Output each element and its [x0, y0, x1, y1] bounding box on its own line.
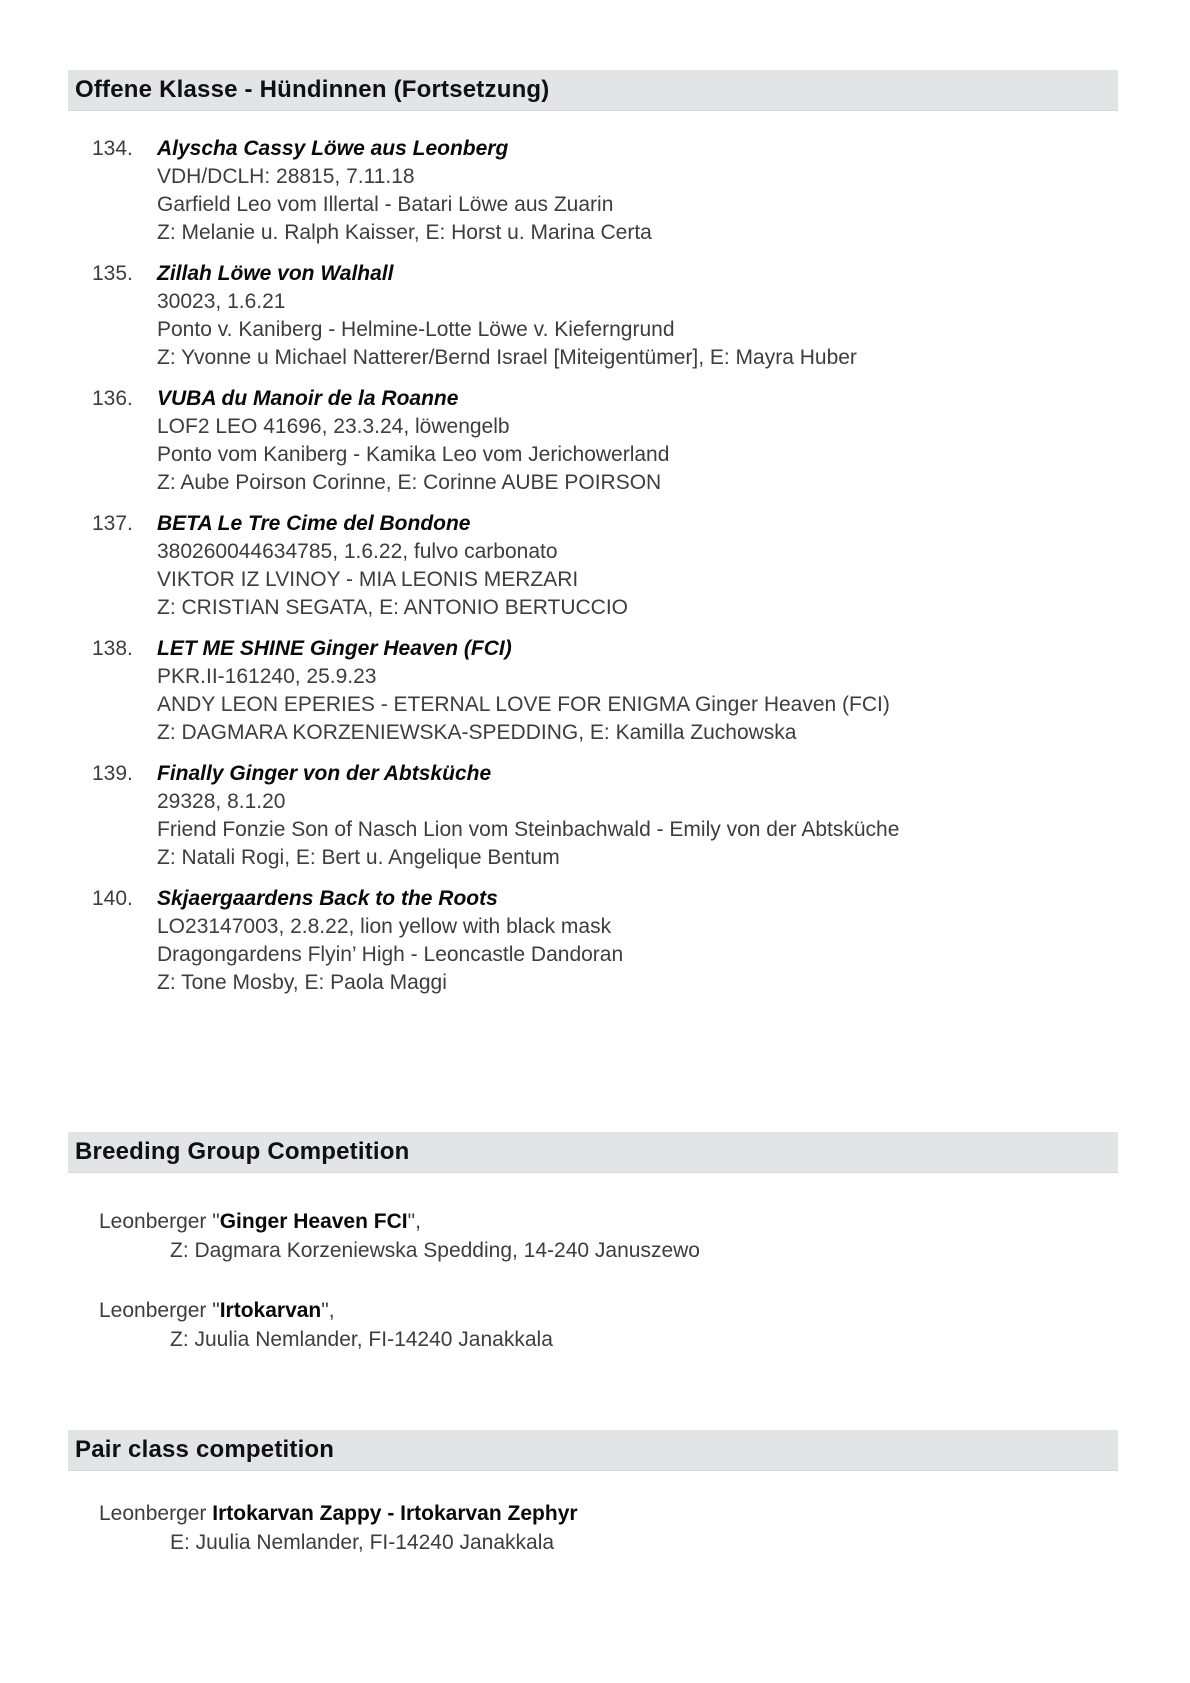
registration-line: LO23147003, 2.8.22, lion yellow with black mask: [157, 915, 612, 938]
breeding-group-entry: [99, 1207, 1190, 1265]
catalog-entry: [0, 885, 1190, 997]
registration-line: 30023, 1.6.21: [157, 290, 286, 313]
trail-text: ",: [321, 1299, 335, 1322]
section-header-open-class: [68, 70, 1118, 111]
trail-text: ",: [407, 1210, 421, 1233]
catalog-entry: [0, 135, 1190, 247]
dog-name: LET ME SHINE Ginger Heaven (FCI): [157, 637, 512, 660]
registration-line: PKR.II-161240, 25.9.23: [157, 665, 377, 688]
breeder-owner-line: Z: Tone Mosby, E: Paola Maggi: [157, 971, 447, 994]
catalog-entry: [0, 260, 1190, 372]
parents-line: Ponto v. Kaniberg - Helmine-Lotte Löwe v. Kieferngrund: [157, 318, 675, 341]
breeder-detail-line: Z: Juulia Nemlander, FI-14240 Janakkala: [170, 1328, 553, 1351]
breeding-group-entry: [99, 1296, 1190, 1354]
catalog-entry: [0, 385, 1190, 497]
section-title: Pair class competition: [75, 1436, 335, 1463]
breeder-owner-line: Z: Natali Rogi, E: Bert u. Angelique Bentum: [157, 846, 560, 869]
kennel-name: Irtokarvan: [219, 1299, 322, 1322]
breed-label: Leonberger ": [99, 1210, 220, 1233]
breeder-owner-line: Z: DAGMARA KORZENIEWSKA-SPEDDING, E: Kamilla Zuchowska: [157, 721, 797, 744]
pair-names: Irtokarvan Zappy - Irtokarvan Zephyr: [212, 1502, 578, 1525]
registration-line: VDH/DCLH: 28815, 7.11.18: [157, 165, 415, 188]
breed-label: Leonberger ": [99, 1299, 220, 1322]
parents-line: VIKTOR IZ LVINOY - MIA LEONIS MERZARI: [157, 568, 579, 591]
catalog-entry: [0, 760, 1190, 872]
breeder-owner-line: Z: CRISTIAN SEGATA, E: ANTONIO BERTUCCIO: [157, 596, 629, 619]
breeder-owner-line: Z: Aube Poirson Corinne, E: Corinne AUBE POIRSON: [157, 471, 662, 494]
section-header-breeding-group: [68, 1132, 1118, 1173]
breeder-detail-line: Z: Dagmara Korzeniewska Spedding, 14-240 Januszewo: [170, 1239, 700, 1262]
registration-line: LOF2 LEO 41696, 23.3.24, löwengelb: [157, 415, 510, 438]
dog-name: BETA Le Tre Cime del Bondone: [157, 512, 471, 535]
entry-number: 136.: [92, 387, 133, 410]
owner-detail-line: E: Juulia Nemlander, FI-14240 Janakkala: [170, 1531, 555, 1554]
entry-number: 134.: [92, 137, 133, 160]
registration-line: 29328, 8.1.20: [157, 790, 286, 813]
entry-number: 139.: [92, 762, 133, 785]
breeder-owner-line: Z: Melanie u. Ralph Kaisser, E: Horst u. Marina Certa: [157, 221, 652, 244]
parents-line: Dragongardens Flyin’ High - Leoncastle Dandoran: [157, 943, 624, 966]
entry-number: 135.: [92, 262, 133, 285]
section-title: Breeding Group Competition: [75, 1138, 410, 1165]
breeding-group-line: [99, 1207, 1190, 1236]
parents-line: Friend Fonzie Son of Nasch Lion vom Steinbachwald - Emily von der Abtsküche: [157, 818, 900, 841]
breeder-owner-line: Z: Yvonne u Michael Natterer/Bernd Israel [Miteigentümer], E: Mayra Huber: [157, 346, 857, 369]
dog-name: VUBA du Manoir de la Roanne: [157, 387, 459, 410]
dog-name: Zillah Löwe von Walhall: [157, 262, 394, 285]
parents-line: ANDY LEON EPERIES - ETERNAL LOVE FOR ENIGMA Ginger Heaven (FCI): [157, 693, 890, 716]
entry-number: 140.: [92, 887, 133, 910]
section-header-pair-class: [68, 1430, 1118, 1471]
dog-name: Skjaergaardens Back to the Roots: [157, 887, 498, 910]
section-title: Offene Klasse - Hündinnen (Fortsetzung): [75, 76, 550, 103]
catalog-entry: [0, 635, 1190, 747]
dog-name: Finally Ginger von der Abtsküche: [157, 762, 492, 785]
pair-class-entry: [99, 1499, 1190, 1557]
catalog-entry: [0, 510, 1190, 622]
kennel-name: Ginger Heaven FCI: [219, 1210, 408, 1233]
breed-label: Leonberger: [99, 1502, 213, 1525]
parents-line: Garfield Leo vom Illertal - Batari Löwe aus Zuarin: [157, 193, 614, 216]
open-class-entry-list: [0, 135, 1190, 997]
entry-number: 137.: [92, 512, 133, 535]
entry-number: 138.: [92, 637, 133, 660]
parents-line: Ponto vom Kaniberg - Kamika Leo vom Jerichowerland: [157, 443, 670, 466]
registration-line: 380260044634785, 1.6.22, fulvo carbonato: [157, 540, 558, 563]
pair-class-line: [99, 1499, 1190, 1528]
dog-name: Alyscha Cassy Löwe aus Leonberg: [157, 137, 509, 160]
breeding-group-line: [99, 1296, 1190, 1325]
